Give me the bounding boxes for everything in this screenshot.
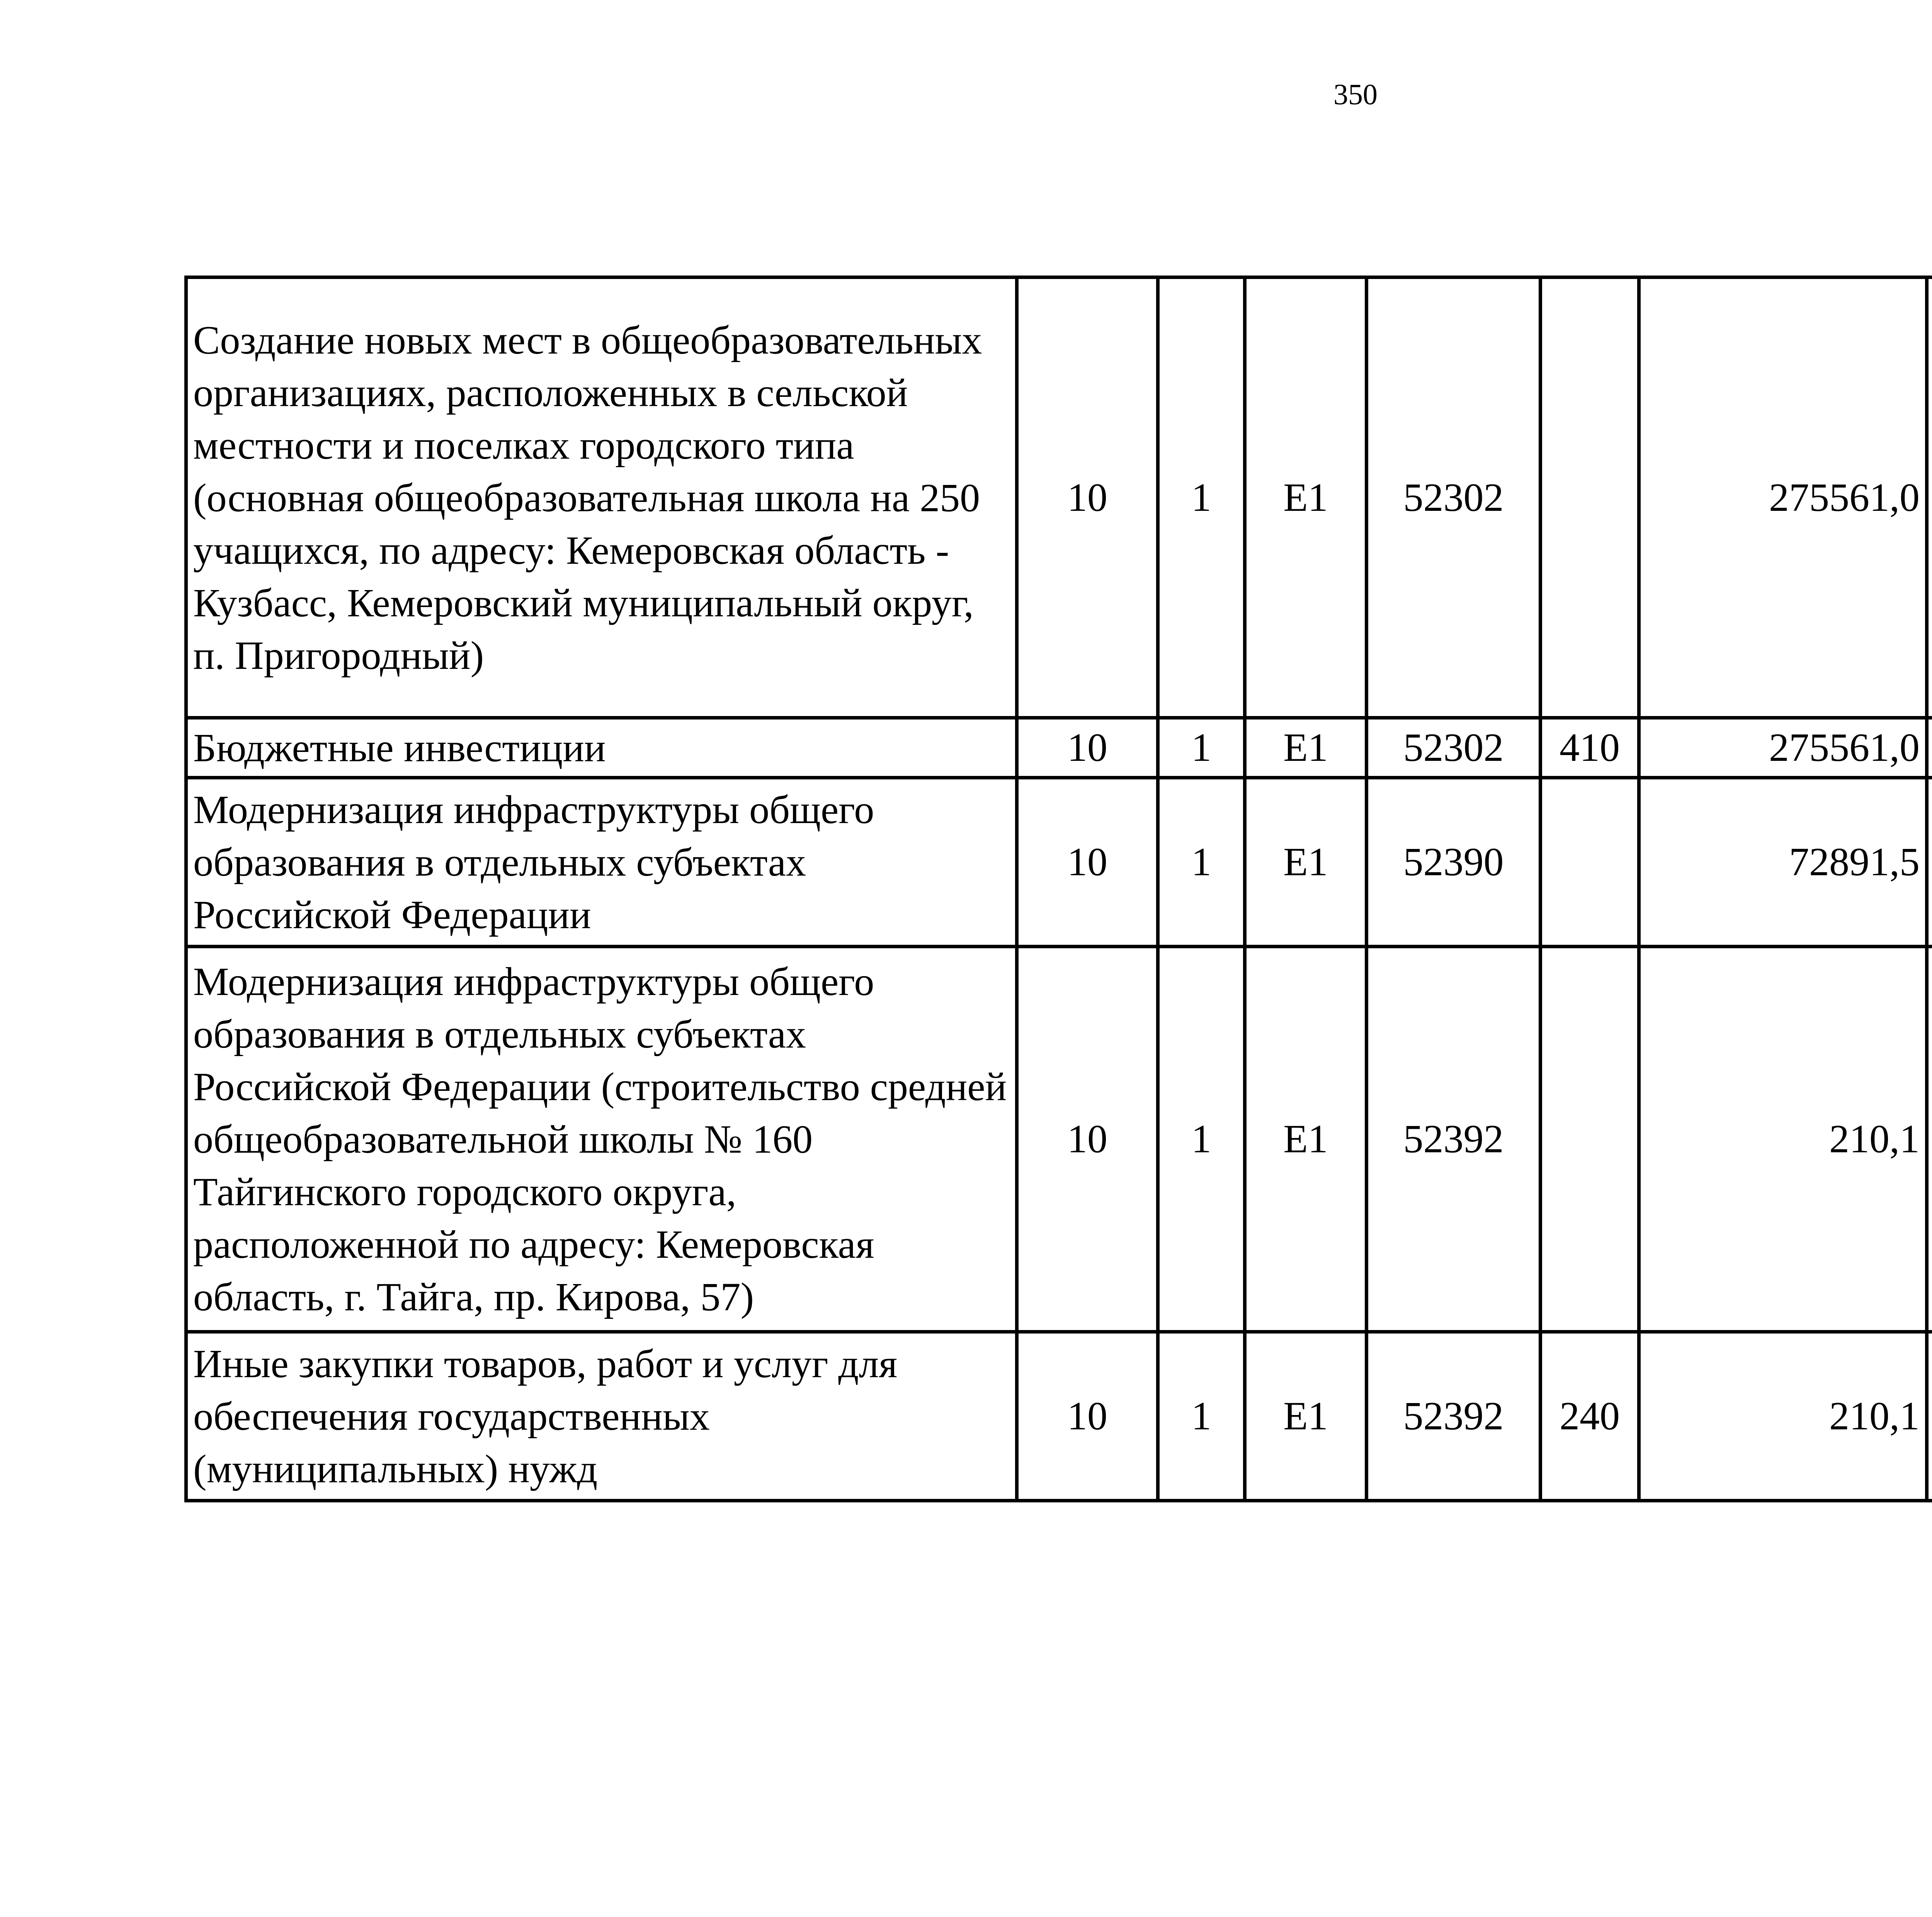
row-code-type: 240: [1541, 1332, 1639, 1501]
table-row: [186, 947, 1932, 1332]
row-amount: 210,1: [1639, 1332, 1927, 1501]
page-number: 350: [1333, 78, 1378, 111]
row-code-subsection: 1: [1158, 778, 1245, 947]
row-empty-cell: [1927, 1332, 1932, 1501]
row-code-type: [1541, 277, 1639, 718]
row-empty-cell: [1927, 277, 1932, 718]
row-empty-cell: [1927, 778, 1932, 947]
row-amount: 210,1: [1639, 947, 1927, 1332]
row-amount: 275561,0: [1639, 277, 1927, 718]
budget-table: [184, 276, 1932, 1502]
row-code-program: Е1: [1245, 778, 1367, 947]
table-row: [186, 718, 1932, 778]
row-amount: 72891,5: [1639, 778, 1927, 947]
row-code-subsection: 1: [1158, 947, 1245, 1332]
row-code-direction: 52392: [1367, 947, 1541, 1332]
row-code-section: 10: [1017, 718, 1158, 778]
row-code-section: 10: [1017, 1332, 1158, 1501]
row-empty-cell: [1927, 947, 1932, 1332]
row-code-direction: 52302: [1367, 718, 1541, 778]
row-code-program: Е1: [1245, 277, 1367, 718]
row-code-direction: 52392: [1367, 1332, 1541, 1501]
row-code-subsection: 1: [1158, 1332, 1245, 1501]
row-code-section: 10: [1017, 277, 1158, 718]
row-description: Модернизация инфраструктуры общего образования в отдельных субъектах Российской Федерации (строительство средней общеобразовательной школы № 160 Тайгинского городского округа, расположенной по адресу: Кемеровская область, г. Тайга, пр. Кирова, 57): [186, 947, 1017, 1332]
row-description: Модернизация инфраструктуры общего образования в отдельных субъектах Российской Федерации: [186, 778, 1017, 947]
row-amount: 275561,0: [1639, 718, 1927, 778]
row-code-type: [1541, 778, 1639, 947]
row-description: Создание новых мест в общеобразовательных организациях, расположенных в сельской местности и поселках городского типа (основная общеобразовательная школа на 250 учащихся, по адресу: Кемеровская область - Кузбасс, Кемеровский муниципальный округ, п. Пригородный): [186, 277, 1017, 718]
row-code-program: Е1: [1245, 1332, 1367, 1501]
row-code-program: Е1: [1245, 947, 1367, 1332]
row-empty-cell: [1927, 718, 1932, 778]
row-code-direction: 52302: [1367, 277, 1541, 718]
row-code-section: 10: [1017, 947, 1158, 1332]
table-row: [186, 277, 1932, 718]
row-description: Бюджетные инвестиции: [186, 718, 1017, 778]
row-code-subsection: 1: [1158, 277, 1245, 718]
row-description: Иные закупки товаров, работ и услуг для обеспечения государственных (муниципальных) нужд: [186, 1332, 1017, 1501]
table-row: [186, 1332, 1932, 1501]
row-code-subsection: 1: [1158, 718, 1245, 778]
row-code-direction: 52390: [1367, 778, 1541, 947]
row-code-program: Е1: [1245, 718, 1367, 778]
row-code-type: [1541, 947, 1639, 1332]
row-code-section: 10: [1017, 778, 1158, 947]
table-row: [186, 778, 1932, 947]
row-code-type: 410: [1541, 718, 1639, 778]
